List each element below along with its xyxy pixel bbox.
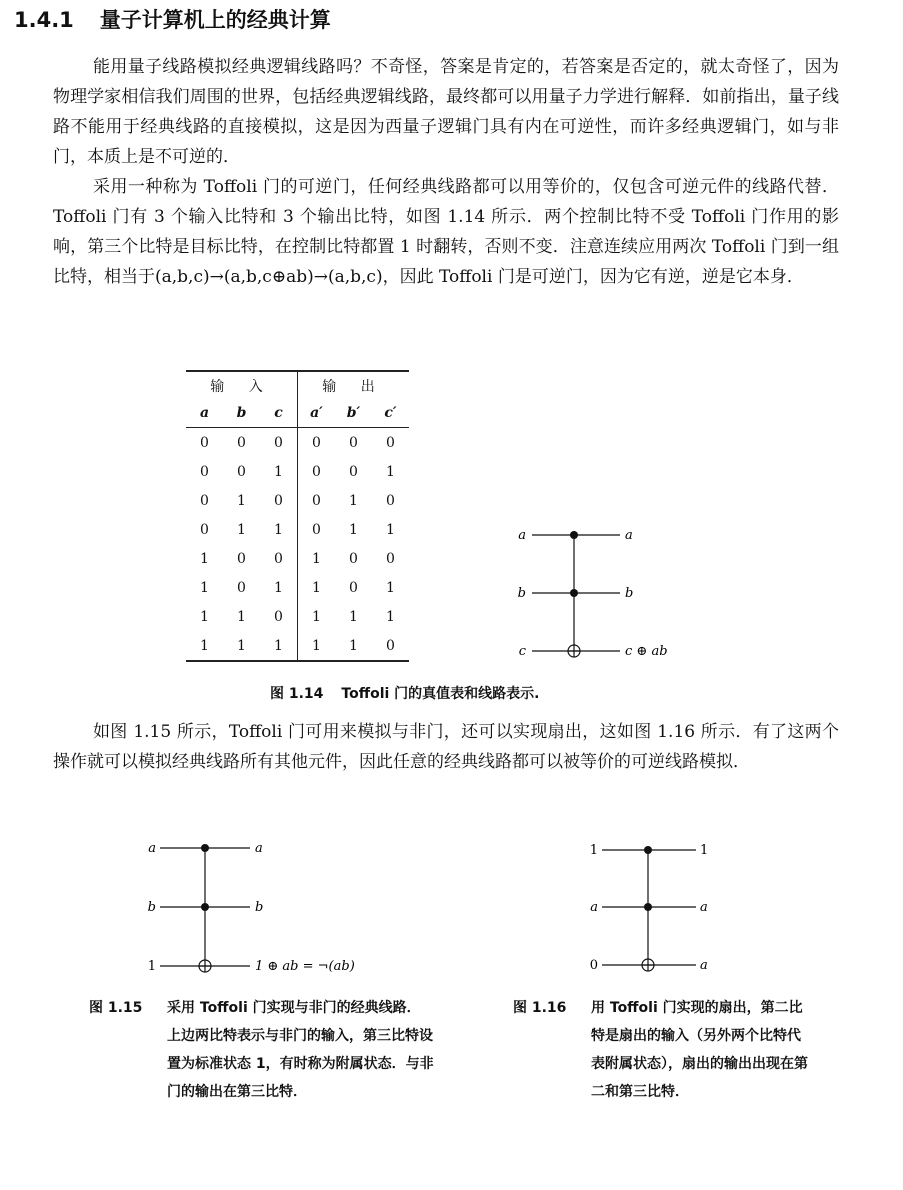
table-cell: 0 xyxy=(237,434,246,451)
table-row xyxy=(186,631,409,661)
table-cell: 1 xyxy=(349,492,358,509)
table-row xyxy=(186,602,409,631)
table-cell: 0 xyxy=(386,550,395,567)
table-row xyxy=(186,515,409,544)
table-cell: 1 xyxy=(312,579,321,596)
table-cell: 1 xyxy=(237,521,246,538)
section-title: 量子计算机上的经典计算 xyxy=(99,8,331,32)
figure-caption xyxy=(89,994,434,1106)
wire-label: c xyxy=(518,644,526,659)
table-cell: 1 xyxy=(200,579,209,596)
wire-label: 1 ⊕ ab = ¬(ab) xyxy=(255,959,355,974)
control-dot xyxy=(201,844,209,852)
table-row xyxy=(186,544,409,573)
control-dot xyxy=(570,589,578,597)
table-cell: 1 xyxy=(386,579,395,596)
wire-label: b xyxy=(517,586,526,601)
figure-caption-text: 采用 Toffoli 门实现与非门的经典线路．上边两比特表示与非门的输入，第三比特设置为标准状态 1，有时称为附属状态．与非门的输出在第三比特． xyxy=(167,1000,434,1100)
table-cell: 0 xyxy=(349,463,358,480)
wire-label: a xyxy=(590,900,598,915)
table-row xyxy=(186,486,409,515)
figure-caption xyxy=(513,994,813,1106)
wire-label: a xyxy=(700,958,708,973)
toffoli-truth-table xyxy=(186,370,409,662)
table-cell: 1 xyxy=(349,608,358,625)
fanout-circuit-diagram xyxy=(582,838,732,978)
table-cell: 1 xyxy=(237,492,246,509)
table-cell: 1 xyxy=(349,521,358,538)
table-cell: 0 xyxy=(312,434,321,451)
table-cell: 1 xyxy=(312,550,321,567)
paragraph: 如图 1.15 所示，Toffoli 门可用来模拟与非门，还可以实现扇出，这如图 1.16 所示．有了这两个操作就可以模拟经典线路所有其他元件，因此任意的经典线路都可以被等价的可逆线路模拟． xyxy=(53,722,839,772)
table-cell: 0 xyxy=(200,492,209,509)
table-row xyxy=(186,457,409,486)
table-cell: 0 xyxy=(260,486,298,515)
table-cell: 0 xyxy=(237,550,246,567)
table-cell: 0 xyxy=(260,544,298,573)
table-cell: 0 xyxy=(237,579,246,596)
table-column-header: a′ xyxy=(298,399,336,428)
table-cell: 1 xyxy=(260,631,298,661)
table-cell: 0 xyxy=(260,602,298,631)
table-cell: 0 xyxy=(349,579,358,596)
section-heading xyxy=(14,4,331,34)
paragraph: 能用量子线路模拟经典逻辑线路吗？不奇怪，答案是肯定的，若答案是否定的，就太奇怪了，因为物理学家相信我们周围的世界，包括经典逻辑线路，最终都可以用量子力学进行解释．如前指出，量子线路不能用于经典线路的直接模拟，这是因为西量子逻辑门具有内在可逆性，而许多经典逻辑门，如与非门，本质上是不可逆的． xyxy=(53,57,839,167)
table-column-header: c′ xyxy=(372,399,409,428)
wire-label: 1 xyxy=(147,959,156,974)
wire-label: a xyxy=(518,528,526,543)
wire-label: a xyxy=(625,528,633,543)
table-cell: 0 xyxy=(200,521,209,538)
control-dot xyxy=(201,903,209,911)
wire-label: a xyxy=(700,900,708,915)
table-cell: 1 xyxy=(237,608,246,625)
paragraph: 采用一种称为 Toffoli 门的可逆门，任何经典线路都可以用等价的，仅包含可逆元件的线路代替．Toffoli 门有 3 个输入比特和 3 个输出比特，如图 1.14 所示．两个控制比特不受 Toffoli 门作用的影响，第三个比特是目标比特，在控制比特都置 1 时翻转，否则不变．注意连续应用两次 Toffoli 门到一组比特，相当于(a,b,c)→(a,b,c⊕ab)→(a,b,c)，因此 Toffoli 门是可逆门，因为它有逆，逆是它本身． xyxy=(53,177,839,287)
table-column-header: a xyxy=(186,399,223,428)
table-cell: 0 xyxy=(372,631,409,661)
figure-caption xyxy=(270,683,539,703)
table-cell: 1 xyxy=(312,608,321,625)
table-cell: 0 xyxy=(200,434,209,451)
wire-label: 1 xyxy=(700,843,709,858)
table-column-header: b′ xyxy=(335,399,372,428)
table-cell: 0 xyxy=(349,550,358,567)
table-cell: 1 xyxy=(386,463,395,480)
figure-caption-text: Toffoli 门的真值表和线路表示. xyxy=(341,686,540,702)
figure-caption-text: 用 Toffoli 门实现的扇出，第二比特是扇出的输入（另外两个比特代表附属状态），扇出的输出出现在第二和第三比特． xyxy=(591,1000,808,1100)
table-group-header-output: 输 出 xyxy=(298,371,410,399)
figure-number: 图 1.16 xyxy=(513,1000,567,1016)
table-cell: 1 xyxy=(200,550,209,567)
table-cell: 0 xyxy=(386,492,395,509)
body-text xyxy=(53,717,839,777)
nand-circuit-diagram xyxy=(138,836,398,976)
table-cell: 0 xyxy=(312,521,321,538)
intro-text xyxy=(53,52,839,292)
table-row xyxy=(186,573,409,602)
control-dot xyxy=(644,903,652,911)
table-cell: 0 xyxy=(312,492,321,509)
table-cell: 1 xyxy=(260,515,298,544)
table-cell: 1 xyxy=(335,631,372,661)
table-cell: 1 xyxy=(223,631,260,661)
figure-number: 图 1.15 xyxy=(89,1000,143,1016)
table-cell: 0 xyxy=(237,463,246,480)
control-dot xyxy=(644,846,652,854)
section-number: 1.4.1 xyxy=(14,8,74,32)
table-cell: 0 xyxy=(260,428,298,458)
table-cell: 1 xyxy=(200,608,209,625)
table-column-header: b xyxy=(223,399,260,428)
wire-label: a xyxy=(255,841,263,856)
table-cell: 1 xyxy=(298,631,336,661)
table-cell: 0 xyxy=(312,463,321,480)
table-cell: 1 xyxy=(260,573,298,602)
table-cell: 1 xyxy=(386,608,395,625)
table-cell: 1 xyxy=(260,457,298,486)
control-dot xyxy=(570,531,578,539)
wire-label: b xyxy=(147,900,156,915)
wire-label: a xyxy=(148,841,156,856)
table-column-header: c xyxy=(260,399,298,428)
wire-label: 1 xyxy=(589,843,598,858)
wire-label: b xyxy=(255,900,264,915)
table-cell: 1 xyxy=(186,631,223,661)
wire-label: b xyxy=(625,586,634,601)
table-group-header-input: 输 入 xyxy=(186,371,298,399)
toffoli-circuit-diagram xyxy=(508,520,708,670)
figure-number: 图 1.14 xyxy=(270,686,324,702)
wire-label: c ⊕ ab xyxy=(625,644,668,659)
table-cell: 0 xyxy=(386,434,395,451)
table-cell: 0 xyxy=(349,434,358,451)
table-row xyxy=(186,428,409,458)
table-cell: 0 xyxy=(200,463,209,480)
table-cell: 1 xyxy=(386,521,395,538)
wire-label: 0 xyxy=(589,958,598,973)
